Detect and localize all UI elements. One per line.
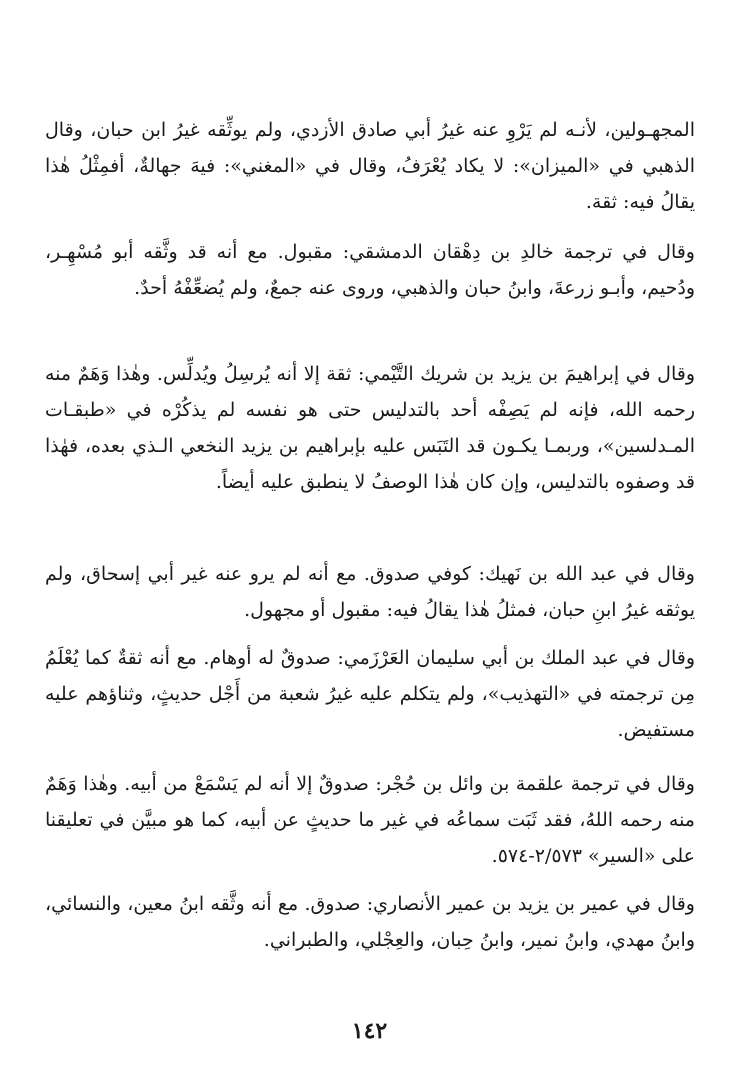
page-number: ١٤٢ xyxy=(351,1018,388,1044)
paragraph-7 xyxy=(45,886,695,958)
paragraph-3 xyxy=(45,356,695,500)
paragraph-4 xyxy=(45,556,695,628)
paragraph-text: وقال في إبراهيمَ بن يزيد بن شريك التَّيْمي: ثقة إلا أنه يُرسِلُ ويُدلِّس. وهٰذا وَهَمٌ منه رحمه الله، فإنه لم يَصِفْه أحد بالتدليس حتى هو نفسه لم يذكُرْه في «طبقـات المـدلسين»، وربمـا يكـون قد التَبَس عليه بإبراهيم بن يزيد النخعي الـذي بعده، فهٰذا قد وصفوه بالتدليس، وإن كان هٰذا الوصفُ لا ينطبق عليه أيضاً. xyxy=(45,363,695,493)
paragraph-text: وقال في عبد الله بن نَهيك: كوفي صدوق. مع أنه لم يرو عنه غير أبي إسحاق، ولم يوثقه غيرُ ابنِ حبان، فمثلُ هٰذا يقالُ فيه: مقبول أو مجهول. xyxy=(45,563,695,621)
paragraph-text: وقال في ترجمة علقمة بن وائل بن حُجْر: صدوقٌ إلا أنه لم يَسْمَعْ من أبيه. وهٰذا وَهَمٌ منه رحمه اللهُ، فقد ثَبَت سماعُه في غير ما حديثٍ عن أبيه، كما هو مبيَّن في تعليقنا على «السير» ٢/٥٧٣-٥٧٤. xyxy=(45,773,695,867)
paragraph-2 xyxy=(45,234,695,306)
paragraph-text: وقال في عمير بن يزيد بن عمير الأنصاري: صدوق. مع أنه وثَّقه ابنُ معين، والنسائي، وابنُ مهدي، وابنُ نمير، وابنُ حِبان، والعِجْلي، والطبراني. xyxy=(45,893,695,951)
paragraph-5 xyxy=(45,640,695,748)
paragraph-6 xyxy=(45,766,695,874)
paragraph-text: وقال في ترجمة خالدِ بن دِهْقان الدمشقي: مقبول. مع أنه قد وثَّقه أبو مُسْهِـر، ودُحيم، وأبـو زرعةَ، وابنُ حبان والذهبي، وروى عنه جمعٌ، ولم يُضعِّفْهُ أحدٌ. xyxy=(45,241,695,299)
paragraph-text: وقال في عبد الملك بن أبي سليمان العَرْزَمي: صدوقٌ له أوهام. مع أنه ثقةٌ كما يُعْلَمُ مِن ترجمته في «التهذيب»، ولم يتكلم عليه غيرُ شعبة من أَجْل حديثٍ، وثناؤهم عليه مستفيض. xyxy=(45,647,695,741)
paragraph-1 xyxy=(45,112,695,220)
paragraph-text: المجهـولين، لأنـه لم يَرْوِ عنه غيرُ أبي صادق الأزدي، ولم يوثِّقه غيرُ ابن حبان، وقال الذهبي في «الميزان»: لا يكاد يُعْرَفُ، وقال في «المغني»: فيهَ جهالةٌ، أفمِثْلُ هٰذا يقالُ فيه: ثقة. xyxy=(45,119,696,213)
